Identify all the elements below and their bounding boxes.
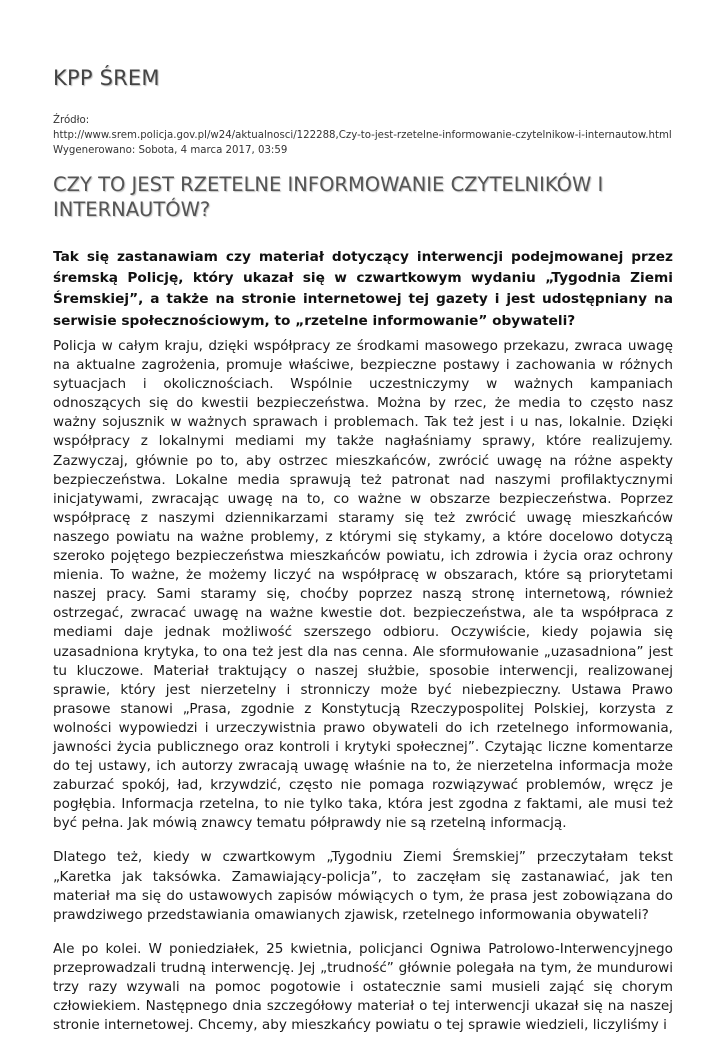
article-paragraph: Ale po kolei. W poniedziałek, 25 kwietnia, policjanci Ogniwa Patrolowo-Interwencyjnego przeprowadzali trudną interwencję. Jej „trudność” głównie polegała na tym, że mundurowi trzy razy wzywali na pomoc pogotowie i ostatecznie sami musieli zająć się chorym człowiekiem. Następnego dnia szczegółowy materiał o tej interwencji ukazał się na naszej stronie internetowej. Chcemy, aby mieszkańcy powiatu o tej sprawie wiedzieli, liczyliśmy i bbox=[53, 940, 673, 1034]
source-label: Źródło: bbox=[53, 115, 90, 126]
generated-timestamp: Wygenerowano: Sobota, 4 marca 2017, 03:59 bbox=[53, 145, 288, 156]
document-meta bbox=[53, 113, 693, 158]
article-body bbox=[53, 337, 673, 1050]
article-title: CZY TO JEST RZETELNE INFORMOWANIE CZYTELNIKÓW I INTERNAUTÓW? bbox=[53, 173, 604, 221]
site-title: KPP ŚREM bbox=[53, 66, 160, 90]
article-paragraph: Policja w całym kraju, dzięki współpracy ze środkami masowego przekazu, zwraca uwagę na aktualne zagrożenia, promuje właściwe, bezpieczne postawy i zachowania w różnych sytuacjach i okolicznościach. Wspólnie uczestniczymy w ważnych kampaniach odnoszących się do kwestii bezpieczeństwa. Można by rzec, że media to często nasz ważny sojusznik w ważnych sprawach i problemach. Tak też jest i u nas, lokalnie. Dzięki współpracy z lokalnymi mediami my także nagłaśniamy sprawy, które realizujemy. Zazwyczaj, głównie po to, aby ostrzec mieszkańców, zwrócić uwagę na różne aspekty bezpieczeństwa. Lokalne media sprawują też patronat nad naszymi profilaktycznymi inicjatywami, zwracając uwagę na to, co ważne w obszarze bezpieczeństwa. Poprzez współpracę z naszymi dziennikarzami staramy się też zwrócić uwagę mieszkańców naszego powiatu na ważne problemy, z którymi się stykamy, a które docelowo dotyczą szeroko pojętego bezpieczeństwa mieszkańców powiatu, ich zdrowia i życia oraz ochrony mienia. To ważne, że możemy liczyć na współpracę w obszarach, które są priorytetami naszej pracy. Sami staramy się, choćby poprzez naszą stronę internetową, również ostrzegać, zwracać uwagę na ważne kwestie dot. bezpieczeństwa, ale ta współpraca z mediami daje jednak możliwość szerszego odbioru. Oczywiście, kiedy pojawia się uzasadniona krytyka, to ona też jest dla nas cenna. Ale sformułowanie „uzasadniona” jest tu kluczowe. Materiał traktujący o naszej służbie, sposobie interwencji, realizowanej sprawie, który jest nierzetelny i stronniczy może być niebezpieczny. Ustawa Prawo prasowe stanowi „Prasa, zgodnie z Konstytucją Rzeczypospolitej Polskiej, korzysta z wolności wypowiedzi i urzeczywistnia prawo obywateli do ich rzetelnego informowania, jawności życia publicznego oraz kontroli i krytyki społecznej”. Czytając liczne komentarze do tej ustawy, ich autorzy zwracają uwagę właśnie na to, że nierzetelna informacja może zaburzać spokój, ład, krzywdzić, często nie pomaga rozwiązywać problemów, wręcz je pogłębia. Informacja rzetelna, to nie tylko taka, która jest zgodna z faktami, ale musi też być pełna. Jak mówią znawcy tematu półprawdy nie są rzetelną informacją. bbox=[53, 338, 673, 832]
article-paragraph: Dlatego też, kiedy w czwartkowym „Tygodniu Ziemi Śremskiej” przeczytałam tekst „Karetka jak taksówka. Zamawiający-policja”, to zaczęłam się zastanawiać, jak ten materiał ma się do ustawowych zapisów mówiących o tym, że prasa jest zobowiązana do prawdziwego przedstawiania omawianych zjawisk, rzetelnego informowania obywateli? bbox=[53, 849, 673, 923]
source-url[interactable]: http://www.srem.policja.gov.pl/w24/aktualnosci/122288,Czy-to-jest-rzetelne-informowanie-czytelnikow-i-internautow.html bbox=[53, 130, 672, 141]
article-lead: Tak się zastanawiam czy materiał dotyczący interwencji podejmowanej przez śremską Policję, który ukazał się w czwartkowym wydaniu „Tygodnia Ziemi Śremskiej”, a także na stronie internetowej tej gazety i jest udostępniany na serwisie społecznościowym, to „rzetelne informowanie” obywateli? bbox=[53, 249, 673, 329]
